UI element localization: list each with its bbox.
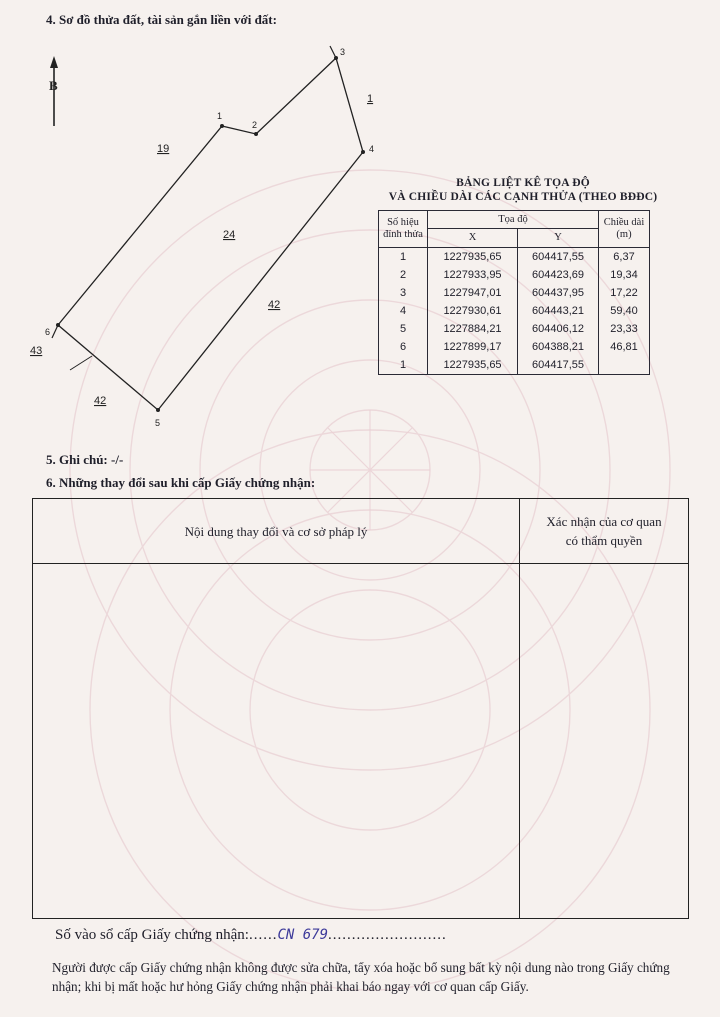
vertex-marker-2 — [254, 132, 258, 136]
section-5-heading: 5. Ghi chú: -/- — [46, 452, 124, 467]
vertex-marker-3 — [334, 56, 338, 60]
coord-row — [379, 302, 650, 320]
vertex-label-6: 6 — [45, 327, 51, 337]
coord-y: 604388,21 — [518, 338, 599, 356]
coord-y: 604406,12 — [518, 320, 599, 338]
coord-point: 3 — [379, 284, 428, 302]
coord-x: 1227947,01 — [428, 284, 518, 302]
coord-x: 1227884,21 — [428, 320, 518, 338]
coord-x: 1227933,95 — [428, 266, 518, 284]
boundary-extension — [52, 325, 58, 338]
coord-x: 1227935,65 — [428, 356, 518, 375]
vertex-label-3: 3 — [340, 47, 346, 57]
header-y: Y — [518, 229, 599, 248]
changes-content-cell — [33, 564, 520, 919]
header-x: X — [428, 229, 518, 248]
coord-row — [379, 338, 650, 356]
coord-title-line2: VÀ CHIỀU DÀI CÁC CẠNH THỬA (THEO BĐĐC) — [388, 191, 658, 203]
coord-row — [379, 266, 650, 284]
neighbor-parcel-1: 1 — [367, 93, 374, 105]
coord-point: 5 — [379, 320, 428, 338]
coord-point: 6 — [379, 338, 428, 356]
coord-point: 1 — [379, 356, 428, 375]
coord-point: 2 — [379, 266, 428, 284]
header-point-id: Số hiệu đỉnh thửa — [379, 211, 428, 248]
coord-table-title — [378, 176, 668, 204]
footer-note: Người được cấp Giấy chứng nhận không được sửa chữa, tẩy xóa hoặc bổ sung bất kỳ nội dung nào trong Giấy chứng nhận; khi bị mất hoặc hư hỏng Giấy chứng nhận phải khai báo ngay với cơ quan cấp Giấy. — [52, 960, 670, 994]
coord-length — [599, 356, 650, 375]
section-6-heading: 6. Những thay đổi sau khi cấp Giấy chứng nhận: — [46, 475, 316, 490]
coord-y: 604417,55 — [518, 356, 599, 375]
vertex-label-1: 1 — [217, 111, 223, 121]
coord-length: 59,40 — [599, 302, 650, 320]
coord-x: 1227935,65 — [428, 248, 518, 267]
coord-point: 1 — [379, 248, 428, 267]
vertex-marker-1 — [220, 124, 224, 128]
neighbor-parcel-19: 19 — [157, 143, 170, 155]
vertex-label-2: 2 — [252, 120, 258, 130]
vertex-label-4: 4 — [369, 144, 375, 154]
vertex-marker-4 — [361, 150, 365, 154]
coord-title-line1: BẢNG LIỆT KÊ TỌA ĐỘ — [456, 177, 590, 189]
registration-line: Số vào sổ cấp Giấy chứng nhận:......CN 679......................... — [55, 927, 447, 943]
north-label: B — [49, 78, 58, 93]
parcel-number: 24 — [223, 229, 236, 241]
authority-confirmation-header — [520, 499, 689, 564]
neighbor-parcel-42-east: 42 — [268, 299, 281, 311]
coordinate-table — [378, 210, 650, 375]
coord-length: 19,34 — [599, 266, 650, 284]
coord-length: 23,33 — [599, 320, 650, 338]
neighbor-parcel-43: 43 — [30, 345, 43, 357]
coord-row — [379, 284, 650, 302]
coord-length: 46,81 — [599, 338, 650, 356]
vertex-marker-6 — [56, 323, 60, 327]
authority-confirmation-cell — [520, 564, 689, 919]
changes-table — [32, 498, 689, 919]
coord-y: 604443,21 — [518, 302, 599, 320]
coord-x: 1227899,17 — [428, 338, 518, 356]
registration-label: Số vào sổ cấp Giấy chứng nhận: — [55, 927, 249, 943]
neighbor-parcel-42-south: 42 — [94, 395, 107, 407]
boundary-extension — [330, 46, 336, 58]
header-length: Chiều dài (m) — [599, 211, 650, 248]
registration-number: CN 679 — [277, 927, 329, 943]
coord-y: 604417,55 — [518, 248, 599, 267]
authority-header-line2: có thẩm quyền — [565, 533, 643, 548]
coord-row — [379, 320, 650, 338]
coord-x: 1227930,61 — [428, 302, 518, 320]
coord-row — [379, 356, 650, 375]
coord-length: 17,22 — [599, 284, 650, 302]
coord-point: 4 — [379, 302, 428, 320]
authority-header-line1: Xác nhận của cơ quan — [546, 514, 662, 529]
coord-length: 6,37 — [599, 248, 650, 267]
section-4-heading: 4. Sơ đồ thửa đất, tài sản gắn liền với đất: — [46, 12, 277, 27]
coord-row — [379, 248, 650, 267]
vertex-label-5: 5 — [155, 418, 161, 428]
vertex-marker-5 — [156, 408, 160, 412]
parcel-boundary — [58, 58, 363, 410]
coord-y: 604437,95 — [518, 284, 599, 302]
neighbor-divider — [70, 356, 92, 370]
coord-y: 604423,69 — [518, 266, 599, 284]
changes-content-header: Nội dung thay đổi và cơ sở pháp lý — [33, 499, 520, 564]
header-coord: Tọa độ — [428, 211, 599, 229]
